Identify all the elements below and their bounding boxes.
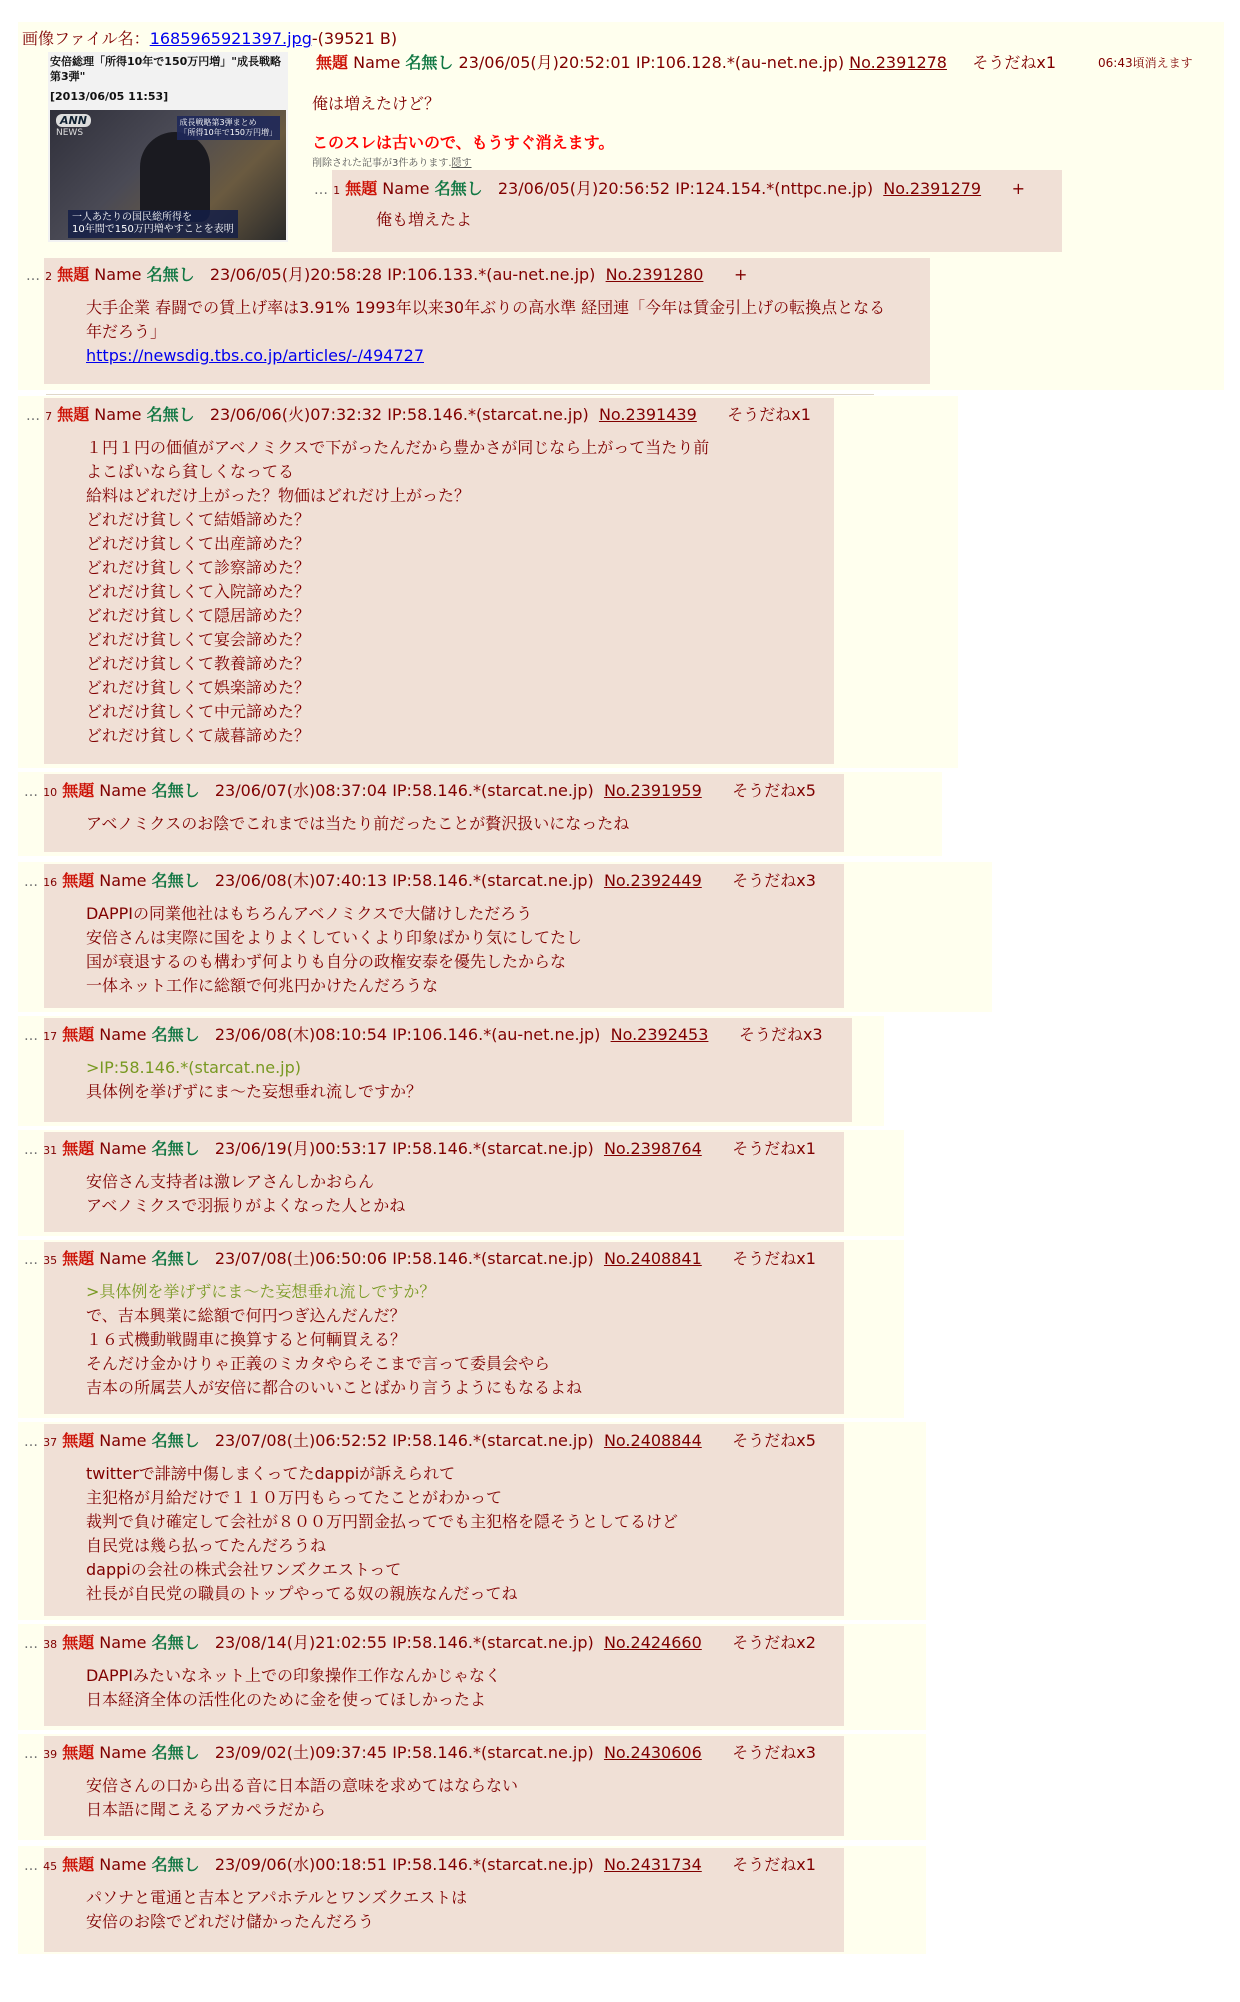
reply-ip: IP:58.146.*(starcat.ne.jp) (392, 1249, 594, 1268)
reply-line: 安倍のお陰でどれだけ儲かったんだろう (86, 1912, 375, 1931)
reply-name: 名無し (146, 265, 195, 284)
reply-sodane-button[interactable]: そうだねx1 (732, 1249, 816, 1268)
reply-ip: IP:58.146.*(starcat.ne.jp) (387, 405, 589, 424)
op-expire-time: 06:43頃消えます (1098, 56, 1193, 70)
reply-line: どれだけ貧しくて教養諦めた？ (86, 654, 311, 673)
reply-sodane-button[interactable]: そうだねx5 (732, 1431, 816, 1450)
reply-dots: … (24, 1252, 38, 1268)
reply-name-label: Name (99, 1249, 147, 1268)
reply-line: どれだけ貧しくて入院諦めた？ (86, 582, 311, 601)
reply-line: 一体ネット工作に総額で何兆円かけたんだろうな (86, 976, 439, 995)
reply-sodane-button[interactable]: そうだねx3 (732, 871, 816, 890)
reply-datetime: 23/07/08(土)06:52:52 (214, 1431, 388, 1450)
divider (46, 394, 874, 395)
reply-name-label: Name (99, 1139, 147, 1158)
reply-sodane-button[interactable]: そうだねx1 (727, 405, 811, 424)
reply-sodane-button[interactable]: そうだねx5 (732, 781, 816, 800)
op-ip: IP:106.128.*(au-net.ne.jp) (635, 53, 845, 72)
op-body: 俺は増えたけど？ (312, 94, 441, 113)
reply-body (86, 296, 885, 368)
news-logo: NEWS (56, 128, 84, 138)
reply-datetime: 23/06/07(水)08:37:04 (214, 781, 388, 800)
reply-index: 1 (333, 184, 341, 197)
reply-line: 自民党は幾ら払ってたんだろうね (86, 1536, 327, 1555)
reply-line: twitterで誹謗中傷しまくってたdappiが訴えられて (86, 1464, 456, 1483)
reply-datetime: 23/09/06(水)00:18:51 (214, 1855, 388, 1874)
reply-number-link[interactable]: No.2430606 (603, 1743, 702, 1762)
expire-notice: このスレは古いので、もうすぐ消えます。 (312, 133, 615, 152)
file-link[interactable]: 1685965921397.jpg (149, 29, 312, 48)
reply-number-link[interactable]: No.2391439 (598, 405, 697, 424)
reply-line: 安倍さんは実際に国をよりよくしていくより印象ばかり気にしてたし (86, 928, 583, 947)
reply-subject: 無題 (57, 265, 90, 284)
reply-index: 45 (43, 1860, 58, 1873)
reply-body (86, 902, 582, 998)
reply-number-link[interactable]: No.2398764 (603, 1139, 702, 1158)
reply-ip: IP:58.146.*(starcat.ne.jp) (392, 1139, 594, 1158)
reply-subject: 無題 (62, 1139, 95, 1158)
reply-name-label: Name (94, 265, 142, 284)
reply-index: 35 (43, 1254, 58, 1267)
reply-sodane-button[interactable]: そうだねx3 (732, 1743, 816, 1762)
reply-dots: … (314, 182, 328, 198)
reply-ip: IP:106.146.*(au-net.ne.jp) (392, 1025, 601, 1044)
reply-sodane-button[interactable]: そうだねx1 (732, 1855, 816, 1874)
reply-number-link[interactable]: No.2408841 (603, 1249, 702, 1268)
reply-number-link[interactable]: No.2392453 (610, 1025, 709, 1044)
reply-ip: IP:124.154.*(nttpc.ne.jp) (675, 179, 874, 198)
reply-line: 日本語に聞こえるアカペラだから (86, 1800, 326, 1819)
op-datetime: 23/06/05(月)20:52:01 (458, 53, 631, 72)
reply-line: どれだけ貧しくて診察諦めた？ (86, 558, 311, 577)
reply-line: どれだけ貧しくて中元諦めた？ (86, 702, 311, 721)
reply-name-label: Name (99, 1743, 147, 1762)
reply-dots: … (24, 1746, 38, 1762)
reply-number-link[interactable]: No.2431734 (603, 1855, 702, 1874)
file-size: -(39521 B) (311, 29, 398, 48)
reply-subject: 無題 (62, 1025, 95, 1044)
reply-body (86, 1170, 405, 1218)
reply-index: 17 (43, 1030, 58, 1043)
op-sodane-button[interactable]: そうだねx1 (972, 53, 1057, 72)
reply-body (86, 1886, 467, 1934)
reply-datetime: 23/06/05(月)20:56:52 (497, 179, 671, 198)
reply-index: 38 (43, 1638, 58, 1651)
reply-name-label: Name (94, 405, 142, 424)
reply-ip: IP:58.146.*(starcat.ne.jp) (392, 1855, 594, 1874)
reply-body (86, 1280, 582, 1400)
reply-name: 名無し (151, 1139, 200, 1158)
reply-number-link[interactable]: No.2391280 (605, 265, 704, 284)
reply-name: 名無し (146, 405, 195, 424)
reply-line: どれだけ貧しくて歳暮諦めた？ (86, 726, 311, 745)
file-label: 画像ファイル名： (22, 29, 150, 48)
reply-header (24, 1630, 816, 1653)
reply-line: 裁判で負け確定して会社が８００万円罰金払ってでも主犯格を隠そうとしてるけど (86, 1512, 679, 1531)
reply-plus-button[interactable]: + (1011, 179, 1025, 198)
reply-ip: IP:58.146.*(starcat.ne.jp) (392, 781, 594, 800)
reply-datetime: 23/06/06(火)07:32:32 (209, 405, 383, 424)
reply-index: 39 (43, 1748, 58, 1761)
reply-line: １円１円の価値がアベノミクスで下がったんだから豊かさが同じなら上がって当たり前 (86, 438, 710, 457)
reply-name-label: Name (382, 179, 430, 198)
reply-header (314, 176, 1025, 199)
reply-number-link[interactable]: No.2392449 (603, 871, 702, 890)
reply-body (376, 208, 472, 232)
op-name: 名無し (405, 53, 454, 72)
reply-line: どれだけ貧しくて結婚諦めた？ (86, 510, 311, 529)
thumb-badge: 成長戦略第3弾まとめ 「所得10年で150万円増」 (177, 116, 280, 140)
reply-subject: 無題 (62, 1431, 95, 1450)
reply-line: どれだけ貧しくて宴会諦めた？ (86, 630, 311, 649)
op-number-link[interactable]: No.2391278 (849, 53, 947, 72)
reply-subject: 無題 (57, 405, 90, 424)
op-subject: 無題 (316, 53, 349, 72)
reply-line: 大手企業 春闘での賃上げ率は3.91% 1993年以来30年ぶりの高水準 経団連「今年は賃金引上げの転換点となる (86, 298, 886, 317)
ann-logo: ANN (56, 114, 91, 127)
reply-dots: … (24, 1028, 38, 1044)
thumb-title: 安倍総理「所得10年で150万円増」"成長戦略第3弾" (50, 55, 281, 83)
reply-line: アベノミクスで羽振りがよくなった人とかね (86, 1196, 406, 1215)
reply-subject: 無題 (345, 179, 378, 198)
reply-line: 年だろう」 (86, 322, 167, 341)
reply-ip: IP:106.133.*(au-net.ne.jp) (387, 265, 596, 284)
reply-line: 国が衰退するのも構わず何よりも自分の政権安泰を優先したからな (86, 952, 567, 971)
reply-name: 名無し (151, 1249, 200, 1268)
reply-dots: … (24, 1858, 38, 1874)
reply-quote: >具体例を挙げずにま～た妄想垂れ流しですか？ (86, 1282, 436, 1301)
reply-number-link[interactable]: No.2391959 (603, 781, 702, 800)
reply-subject: 無題 (62, 1633, 95, 1652)
reply-number-link[interactable]: No.2408844 (603, 1431, 702, 1450)
reply-line: 給料はどれだけ上がった？物価はどれだけ上がった？ (86, 486, 471, 505)
reply-name-label: Name (99, 781, 147, 800)
reply-subject: 無題 (62, 781, 95, 800)
reply-ip: IP:58.146.*(starcat.ne.jp) (392, 1431, 594, 1450)
reply-body (86, 1056, 422, 1104)
reply-index: 37 (43, 1436, 58, 1449)
reply-dots: … (24, 1434, 38, 1450)
reply-header (24, 1740, 816, 1763)
reply-dots: … (24, 874, 38, 890)
deleted-text: 削除された記事が3件あります. (312, 158, 452, 169)
reply-line: 具体例を挙げずにま～た妄想垂れ流しですか？ (86, 1082, 423, 1101)
reply-index: 10 (43, 786, 58, 799)
reply-body (86, 1774, 518, 1822)
reply-name: 名無し (151, 781, 200, 800)
reply-line: 安倍さんの口から出る音に日本語の意味を求めてはならない (86, 1776, 519, 1795)
thumb-photo (50, 110, 286, 240)
reply-body (86, 812, 629, 836)
reply-dots: … (26, 408, 40, 424)
deleted-notice (312, 154, 472, 169)
reply-line: １６式機動戦闘車に換算すると何輌買える？ (86, 1330, 407, 1349)
reply-line: そんだけ金かけりゃ正義のミカタやらそこまで言って委員会やら (86, 1354, 551, 1373)
reply-index: 31 (43, 1144, 58, 1157)
reply-name-label: Name (99, 1431, 147, 1450)
reply-body (86, 436, 709, 748)
reply-plus-button[interactable]: + (733, 265, 748, 284)
op-header (316, 50, 1056, 73)
reply-ip: IP:58.146.*(starcat.ne.jp) (392, 871, 594, 890)
reply-datetime: 23/08/14(月)21:02:55 (214, 1633, 388, 1652)
reply-name: 名無し (151, 1633, 200, 1652)
reply-dots: … (24, 1636, 38, 1652)
reply-name: 名無し (434, 179, 483, 198)
reply-sodane-button[interactable]: そうだねx1 (732, 1139, 816, 1158)
file-info (22, 26, 397, 49)
reply-number-link[interactable]: No.2391279 (883, 179, 982, 198)
reply-name: 名無し (151, 1025, 200, 1044)
reply-index: 16 (43, 876, 58, 889)
reply-name: 名無し (151, 1855, 200, 1874)
reply-line: 日本経済全体の活性化のために金を使ってほしかったよ (86, 1690, 487, 1709)
reply-header (24, 868, 816, 891)
reply-subject: 無題 (62, 1855, 95, 1874)
reply-header (24, 1428, 816, 1451)
reply-line: DAPPIみたいなネット上での印象操作工作なんかじゃなく (86, 1666, 502, 1685)
reply-name-label: Name (99, 1855, 147, 1874)
reply-line: 俺も増えたよ (376, 210, 473, 229)
reply-header (24, 1852, 816, 1875)
op-thumbnail[interactable] (48, 52, 288, 242)
reply-datetime: 23/06/08(木)07:40:13 (214, 871, 388, 890)
reply-line: 主犯格が月給だけで１１０万円もらってたことがわかって (86, 1488, 503, 1507)
reply-index: 7 (45, 410, 53, 423)
reply-header (24, 1136, 816, 1159)
reply-subject: 無題 (62, 1249, 95, 1268)
reply-line: dappiの会社の株式会社ワンズクエストって (86, 1560, 402, 1579)
reply-datetime: 23/09/02(土)09:37:45 (214, 1743, 388, 1762)
reply-datetime: 23/06/08(木)08:10:54 (214, 1025, 388, 1044)
thumb-date: [2013/06/05 11:53] (50, 90, 169, 103)
reply-name-label: Name (99, 1633, 147, 1652)
reply-line: 吉本の所属芸人が安倍に都合のいいことばかり言うようにもなるよね (86, 1378, 583, 1397)
reply-header (26, 262, 747, 285)
reply-line: アベノミクスのお陰でこれまでは当たり前だったことが贅沢扱いになったね (86, 814, 630, 833)
reply-datetime: 23/06/05(月)20:58:28 (209, 265, 383, 284)
reply-body (86, 1664, 501, 1712)
reply-line: どれだけ貧しくて隠居諦めた？ (86, 606, 311, 625)
reply-header (24, 1246, 816, 1269)
reply-index: 2 (45, 270, 53, 283)
reply-line: よこばいなら貧しくなってる (86, 462, 295, 481)
reply-name-label: Name (99, 871, 147, 890)
reply-header (24, 1022, 823, 1045)
reply-line: DAPPIの同業他社はもちろんアベノミクスで大儲けしただろう (86, 904, 533, 923)
reply-line: 安倍さん支持者は激レアさんしかおらん (86, 1172, 375, 1191)
reply-sodane-button[interactable]: そうだねx3 (738, 1025, 823, 1044)
thumb-caption: 一人あたりの国民総所得を 10年間で150万円増やすことを表明 (68, 210, 238, 238)
reply-number-link[interactable]: No.2424660 (603, 1633, 702, 1652)
reply-ip: IP:58.146.*(starcat.ne.jp) (392, 1743, 594, 1762)
reply-name: 名無し (151, 871, 200, 890)
reply-ip: IP:58.146.*(starcat.ne.jp) (392, 1633, 594, 1652)
person-silhouette (140, 132, 210, 222)
reply-name-label: Name (99, 1025, 147, 1044)
reply-dots: … (24, 784, 38, 800)
reply-subject: 無題 (62, 871, 95, 890)
op-name-label: Name (353, 53, 401, 72)
reply-line: どれだけ貧しくて娯楽諦めた？ (86, 678, 311, 697)
reply-name: 名無し (151, 1743, 200, 1762)
reply-header (24, 778, 816, 801)
reply-line: パソナと電通と吉本とアパホテルとワンズクエストは (86, 1888, 468, 1907)
reply-line: 社長が自民党の職員のトップやってる奴の親族なんだってね (86, 1584, 518, 1603)
reply-sodane-button[interactable]: そうだねx2 (732, 1633, 816, 1652)
reply-body (86, 1462, 678, 1606)
reply-dots: … (24, 1142, 38, 1158)
reply-quote: >IP:58.146.*(starcat.ne.jp) (86, 1058, 301, 1077)
hide-deleted-link[interactable]: 隠す (451, 158, 472, 169)
reply-datetime: 23/07/08(土)06:50:06 (214, 1249, 388, 1268)
reply-header (26, 402, 811, 425)
reply-subject: 無題 (62, 1743, 95, 1762)
reply-name: 名無し (151, 1431, 200, 1450)
reply-dots: … (26, 268, 40, 284)
reply-line: どれだけ貧しくて出産諦めた？ (86, 534, 311, 553)
reply-datetime: 23/06/19(月)00:53:17 (214, 1139, 388, 1158)
reply-link[interactable]: https://newsdig.tbs.co.jp/articles/-/494727 (86, 346, 424, 365)
reply-line: で、吉本興業に総額で何円つぎ込んだんだ？ (86, 1306, 406, 1325)
